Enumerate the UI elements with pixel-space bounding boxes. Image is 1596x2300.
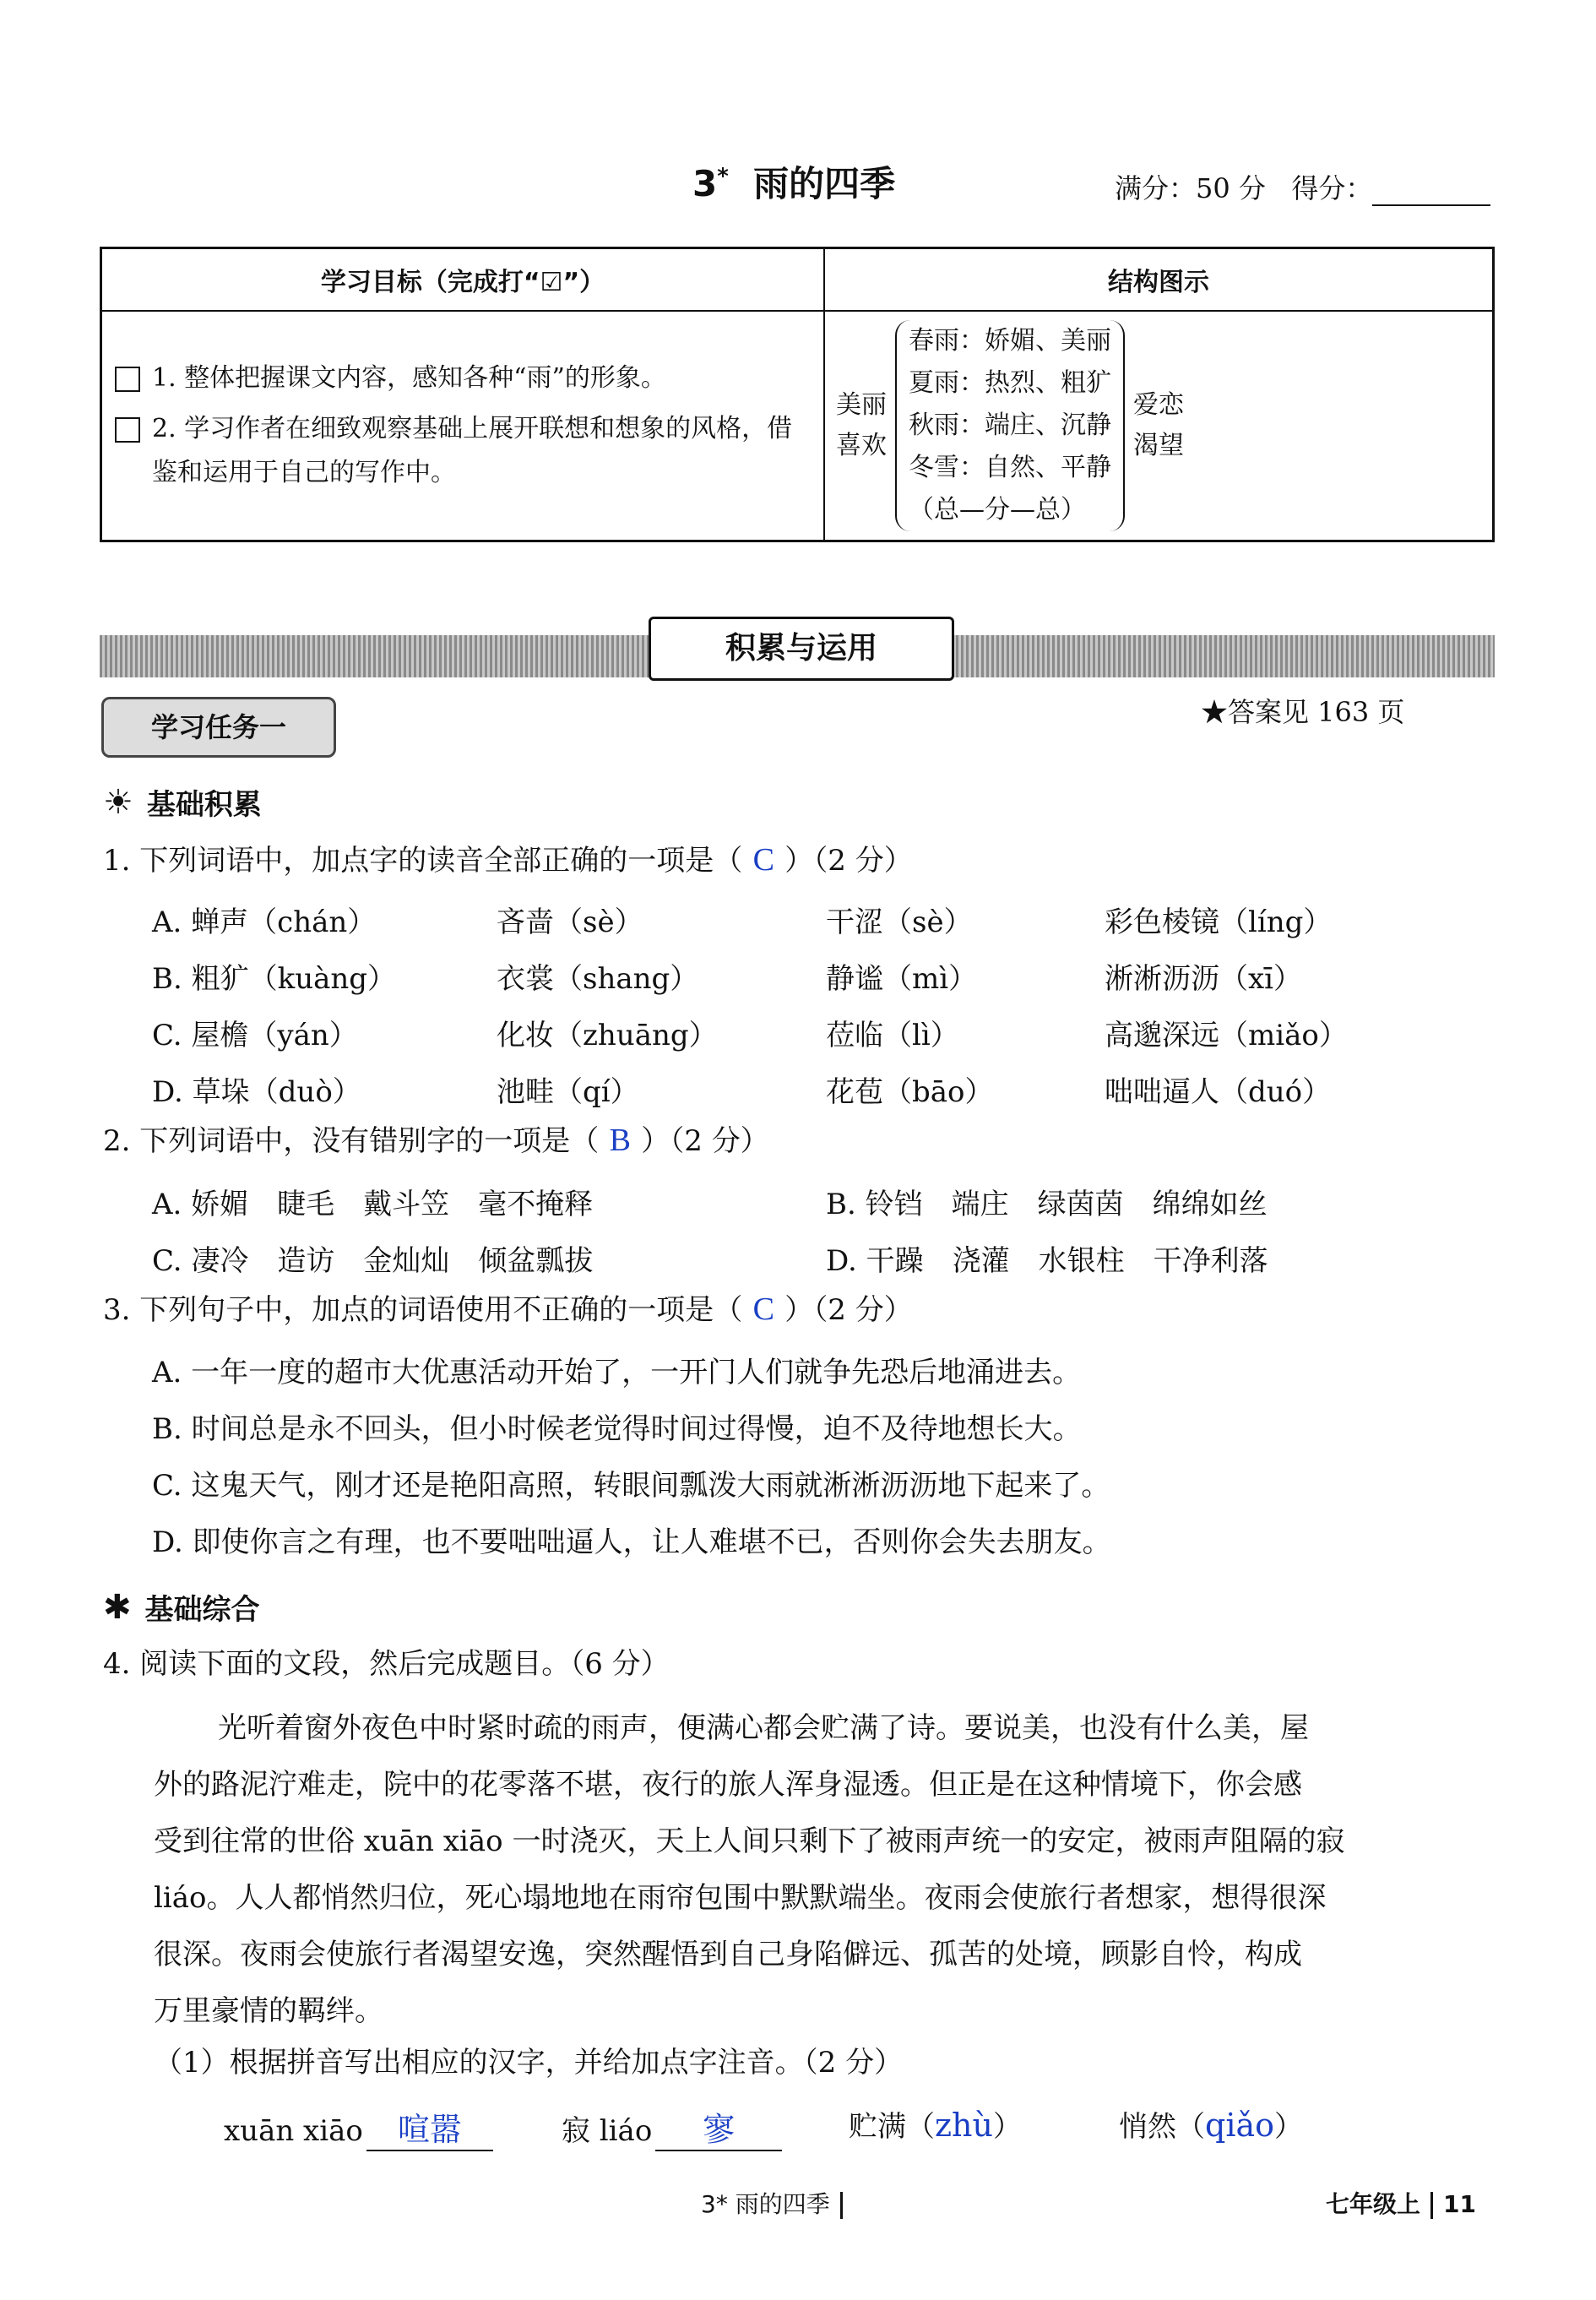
q1-option: 化妆（zhuāng） bbox=[497, 1019, 718, 1052]
goals-table bbox=[100, 247, 1495, 542]
q1-option: B. 粗犷（kuàng） bbox=[152, 962, 397, 996]
q1-option: 高邈深远（miǎo） bbox=[1105, 1019, 1348, 1052]
q2-option-c: C. 凄冷 造访 金灿灿 倾盆瓢拔 bbox=[152, 1244, 594, 1278]
full-score: 满分：50 分 bbox=[1115, 172, 1266, 204]
q3-option-a: A. 一年一度的超市大优惠活动开始了，一开门人们就争先恐后地涌进去。 bbox=[152, 1356, 1082, 1389]
fill-item-2: 寂 liáo 寥 bbox=[562, 2103, 782, 2151]
fill-answer-3[interactable]: zhù bbox=[935, 2107, 993, 2144]
structure-brace: 春雨：娇媚、美丽 夏雨：热烈、粗犷 秋雨：端庄、沉静 冬雪：自然、平静 （总—分—总） bbox=[895, 320, 1125, 531]
structure-diagram: 美丽 喜欢 春雨：娇媚、美丽 夏雨：热烈、粗犷 秋雨：端庄、沉静 冬雪：自然、平静 （总—分—总） 爱恋 渴望 bbox=[826, 320, 1491, 531]
passage-line: 万里豪情的羁绊。 bbox=[154, 1994, 383, 2028]
footer-grade: 七年级上 bbox=[1326, 2190, 1421, 2218]
q1-option: D. 草垛（duò） bbox=[152, 1075, 361, 1109]
fill-item-4: 悄然（qiǎo） bbox=[1119, 2107, 1304, 2144]
footer-lesson: 3* 雨的四季 bbox=[701, 2186, 853, 2220]
q3-option-b: B. 时间总是永不回头，但小时候老觉得时间过得慢，迫不及待地想长大。 bbox=[152, 1412, 1082, 1446]
answer-2: B bbox=[609, 1123, 631, 1158]
q1-option: 莅临（lì） bbox=[826, 1019, 959, 1052]
fill-item-1: xuān xiāo 喧嚣 bbox=[224, 2103, 493, 2151]
answer-1: C bbox=[752, 842, 774, 878]
q1-option: 花苞（bāo） bbox=[826, 1075, 994, 1109]
q2-option-a: A. 娇媚 睫毛 戴斗笠 毫不掩释 bbox=[152, 1188, 594, 1221]
passage-line: 很深。夜雨会使旅行者渴望安逸，突然醒悟到自己身陷僻远、孤苦的处境，顾影自怜，构成 bbox=[154, 1938, 1302, 1971]
question-2: 2. 下列词语中，没有错别字的一项是（ B ）（2 分） bbox=[103, 1123, 769, 1158]
goals-cell bbox=[101, 311, 825, 541]
footer-page bbox=[1326, 2186, 1476, 2220]
goal-checkbox[interactable] bbox=[115, 417, 140, 443]
q1-option: 吝啬（sè） bbox=[497, 905, 643, 939]
answer-3: C bbox=[752, 1291, 774, 1327]
goals-header: 学习目标（完成打“☑”） bbox=[101, 248, 825, 312]
q1-option: 淅淅沥沥（xī） bbox=[1105, 962, 1303, 996]
passage-line: liáo。人人都悄然归位，死心塌地地在雨帘包围中默默端坐。夜雨会使旅行者想家，想得很深 bbox=[154, 1881, 1327, 1915]
passage-line: 外的路泥泞难走，院中的花零落不堪，夜行的旅人浑身湿透。但正是在这种情境下，你会感 bbox=[154, 1768, 1302, 1802]
q1-option: A. 蝉声（chán） bbox=[152, 905, 377, 939]
section-banner: 积累与运用 bbox=[649, 617, 954, 681]
page-number: 11 bbox=[1443, 2190, 1476, 2218]
q3-option-d: D. 即使你言之有理，也不要咄咄逼人，让人难堪不已，否则你会失去朋友。 bbox=[152, 1525, 1111, 1559]
goal-item: 1. 整体把握课文内容，感知各种“雨”的形象。 bbox=[115, 356, 811, 400]
question-4: 4. 阅读下面的文段，然后完成题目。（6 分） bbox=[103, 1647, 670, 1681]
fill-answer-4[interactable]: qiǎo bbox=[1205, 2107, 1275, 2144]
section-basic-accumulation: ☀ 基础积累 bbox=[103, 782, 262, 822]
reader-icon: ✱ bbox=[103, 1587, 132, 1627]
goal-item: 2. 学习作者在细致观察基础上展开联想和想象的风格，借鉴和运用于自己的写作中。 bbox=[115, 407, 811, 495]
q1-option: 彩色棱镜（líng） bbox=[1105, 905, 1333, 939]
question-4-1: （1）根据拼音写出相应的汉字，并给加点字注音。（2 分） bbox=[154, 2046, 904, 2080]
task-label: 学习任务一 bbox=[101, 697, 336, 758]
q3-option-c: C. 这鬼天气，刚才还是艳阳高照，转眼间瓢泼大雨就淅淅沥沥地下起来了。 bbox=[152, 1469, 1110, 1503]
section-basic-synthesis: ✱ 基础综合 bbox=[103, 1587, 260, 1627]
structure-header: 结构图示 bbox=[824, 248, 1494, 312]
q1-option: 咄咄逼人（duó） bbox=[1105, 1075, 1332, 1109]
fill-answer-1[interactable]: 喧嚣 bbox=[366, 2103, 493, 2151]
structure-cell bbox=[824, 311, 1494, 541]
q1-option: C. 屋檐（yán） bbox=[152, 1019, 358, 1052]
q2-option-b: B. 铃铛 端庄 绿茵茵 绵绵如丝 bbox=[826, 1188, 1268, 1221]
score-line bbox=[1115, 167, 1490, 206]
question-3: 3. 下列句子中，加点的词语使用不正确的一项是（ C ）（2 分） bbox=[103, 1291, 913, 1327]
goal-checkbox[interactable] bbox=[115, 367, 140, 392]
passage-line: 光听着窗外夜色中时紧时疏的雨声，便满心都会贮满了诗。要说美，也没有什么美，屋 bbox=[218, 1711, 1309, 1745]
q1-option: 衣裳（shang） bbox=[497, 962, 699, 996]
passage-line: 受到往常的世俗 xuān xiāo 一时浇灭，天上人间只剩下了被雨声统一的安定，被雨声阻隔的寂 bbox=[154, 1824, 1345, 1858]
score-label: 得分： bbox=[1291, 172, 1373, 204]
question-1: 1. 下列词语中，加点字的读音全部正确的一项是（ C ）（2 分） bbox=[103, 842, 913, 878]
fill-item-3: 贮满（zhù） bbox=[849, 2107, 1022, 2144]
answer-reference: ★答案见 163 页 bbox=[1201, 696, 1405, 728]
q1-option: 干涩（sè） bbox=[826, 905, 973, 939]
score-blank bbox=[1372, 179, 1490, 206]
lesson-title: 3* 雨的四季 bbox=[692, 163, 896, 204]
q2-option-d: D. 干躁 浇灌 水银柱 干净利落 bbox=[826, 1244, 1268, 1278]
sunrise-icon: ☀ bbox=[103, 782, 133, 822]
q1-option: 池畦（qí） bbox=[497, 1075, 639, 1109]
fill-answer-2[interactable]: 寥 bbox=[655, 2103, 782, 2151]
q1-option: 静谧（mì） bbox=[826, 962, 978, 996]
